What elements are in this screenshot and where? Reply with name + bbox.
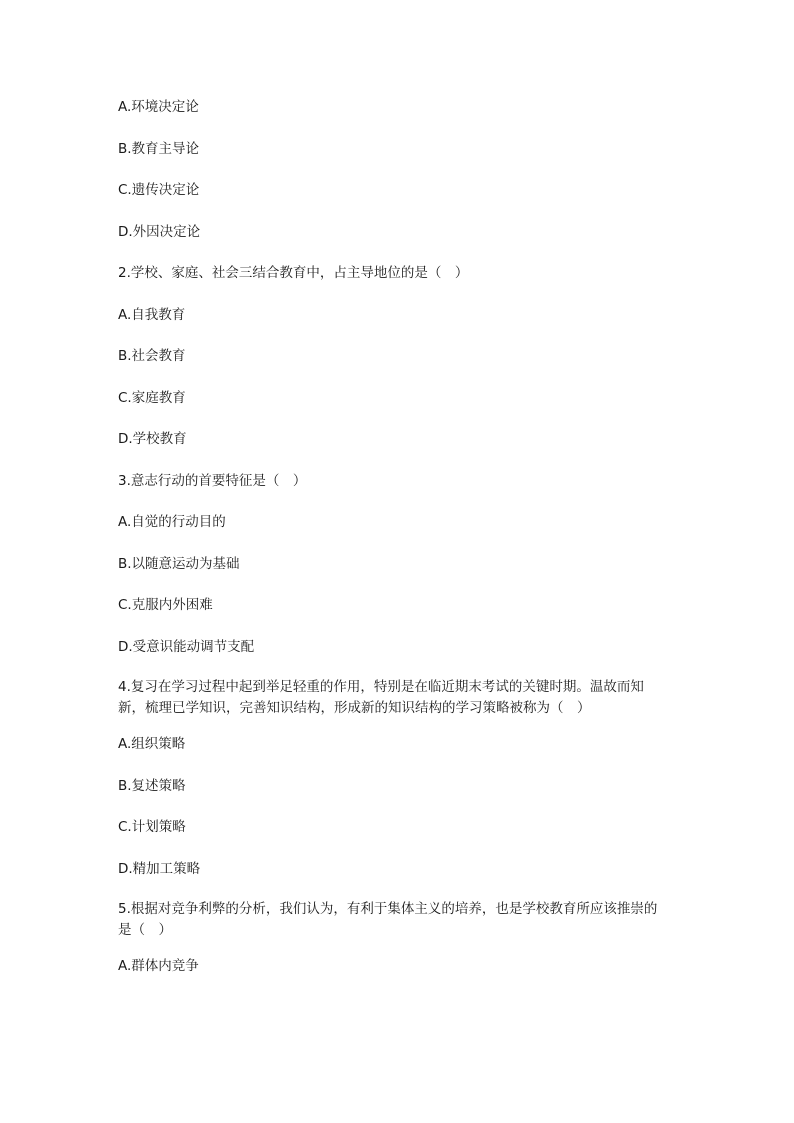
question-4-block xyxy=(118,677,678,880)
question-2-option-d: D.学校教育 xyxy=(118,431,187,447)
question-1-option-d: D.外因决定论 xyxy=(118,223,201,240)
question-1-option-a: A.环境决定论 xyxy=(118,99,199,115)
question-3-option-c: C.克服内外困难 xyxy=(118,597,213,613)
question-2-block xyxy=(118,262,678,450)
question-4-stem: 4.复习在学习过程中起到举足轻重的作用，特别是在临近期末考试的关键时期。温故而知新，梳理已学知识，完善知识结构，形成新的知识结构的学习策略被称为（ ） xyxy=(118,679,644,716)
question-list xyxy=(118,96,678,997)
question-3-option-d: D.受意识能动调节支配 xyxy=(118,638,255,655)
question-1-block xyxy=(118,96,678,243)
question-3-option-b: B.以随意运动为基础 xyxy=(118,555,240,572)
question-4-option-b: B.复述策略 xyxy=(118,777,186,794)
question-5-block xyxy=(118,899,678,977)
question-3-stem: 3.意志行动的首要特征是（ ） xyxy=(118,472,307,489)
question-1-option-b: B.教育主导论 xyxy=(118,140,200,157)
question-2-option-b: B.社会教育 xyxy=(118,348,186,364)
question-3-block xyxy=(118,470,678,658)
question-4-option-c: C.计划策略 xyxy=(118,819,186,835)
question-1-option-c: C.遗传决定论 xyxy=(118,182,200,198)
question-2-stem: 2.学校、家庭、社会三结合教育中，占主导地位的是（ ） xyxy=(118,265,469,281)
question-5-option-a: A.群体内竞争 xyxy=(118,958,199,974)
question-3-option-a: A.自觉的行动目的 xyxy=(118,514,226,530)
question-4-option-d: D.精加工策略 xyxy=(118,860,201,877)
question-5-stem: 5.根据对竞争利弊的分析，我们认为，有利于集体主义的培养，也是学校教育所应该推崇的是（ ） xyxy=(118,901,658,938)
question-2-option-c: C.家庭教育 xyxy=(118,389,186,406)
question-4-option-a: A.组织策略 xyxy=(118,736,186,752)
question-2-option-a: A.自我教育 xyxy=(118,306,186,323)
